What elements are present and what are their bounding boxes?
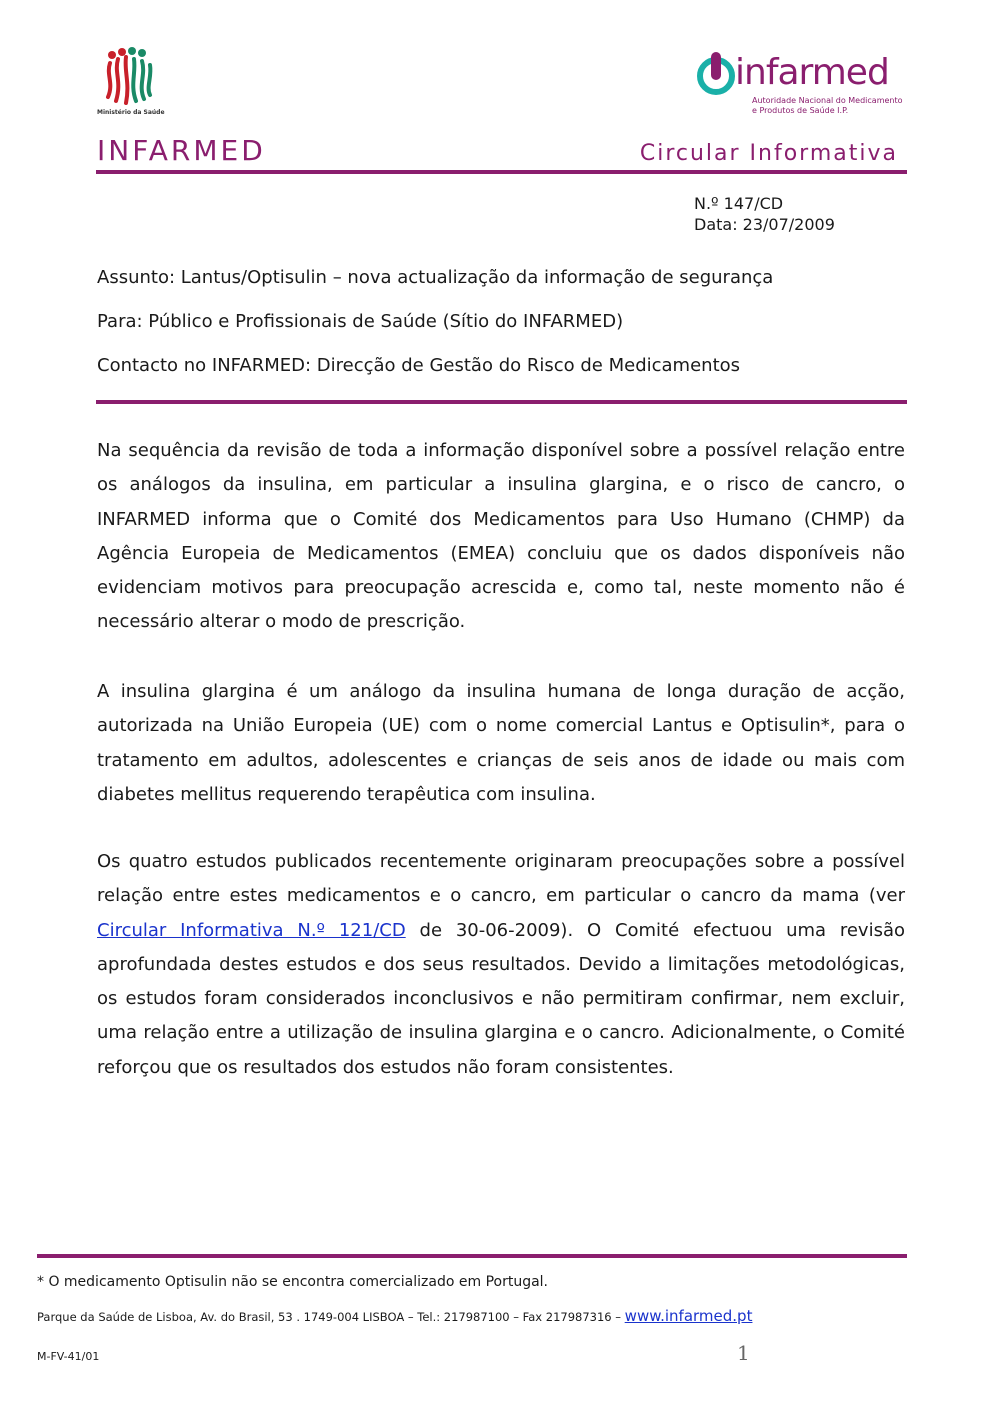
- page-title: INFARMED: [97, 134, 266, 167]
- paragraph-text: Os quatro estudos publicados recentemente originaram preocupações sobre a possível relação entre estes medicamentos e o cancro, em particular o cancro da mama (ver: [97, 851, 905, 907]
- body-paragraph: Na sequência da revisão de toda a informação disponível sobre a possível relação entre os análogos da insulina, em particular a insulina glargina, e o risco de cancro, o INFARMED informa que o Comité dos Medicamentos para Uso Humano (CHMP) da Agência Europeia de Medicamentos (EMEA) concluiu que os dados disponíveis não evidenciam motivos para preocupação acrescida e, como tal, neste momento não é necessário alterar o modo de prescrição.: [97, 440, 905, 633]
- ministry-label: Ministério da Saúde: [97, 109, 165, 116]
- brand-wordmark: infarmed: [735, 52, 889, 93]
- brand-subtitle: Autoridade Nacional do Medicamento: [752, 96, 903, 105]
- page-number: 1: [737, 1341, 750, 1365]
- subject-line: Assunto: Lantus/Optisulin – nova actualização da informação de segurança: [97, 267, 774, 288]
- body-paragraph: A insulina glargina é um análogo da insulina humana de longa duração de acção, autorizada na União Europeia (UE) com o nome comercial Lantus e Optisulin*, para o tratamento em adultos, adolescentes e crianças de seis anos de idade ou mais com diabetes mellitus requerendo terapêutica com insulina.: [97, 681, 905, 805]
- divider: [37, 1254, 907, 1258]
- form-code: M-FV-41/01: [37, 1350, 100, 1363]
- body-paragraph: [97, 845, 905, 1085]
- document-type: Circular Informativa: [639, 141, 898, 166]
- ministry-logo: [100, 45, 160, 117]
- divider: [96, 400, 907, 404]
- reference-date: Data: 23/07/2009: [694, 215, 835, 234]
- brand-subtitle: e Produtos de Saúde I.P.: [752, 106, 849, 115]
- footnote: * O medicamento Optisulin não se encontra comercializado em Portugal.: [37, 1274, 548, 1290]
- contact-line: Contacto no INFARMED: Direcção de Gestão do Risco de Medicamentos: [97, 355, 741, 376]
- website-link[interactable]: www.infarmed.pt: [624, 1307, 753, 1325]
- divider: [96, 170, 907, 174]
- footer-address: [37, 1307, 752, 1326]
- address-text: Parque da Saúde de Lisboa, Av. do Brasil, 53 . 1749-004 LISBOA – Tel.: 217987100 – Fax 217987316 –: [37, 1310, 622, 1324]
- reference-number: N.º 147/CD: [694, 194, 784, 213]
- paragraph-text: de 30-06-2009). O Comité efectuou uma revisão aprofundada destes estudos e dos seus resultados. Devido a limitações metodológicas, os estudos foram considerados inconclusivos e não permitiram confirmar, nem excluir, uma relação entre a utilização de insulina glargina e o cancro. Adicionalmente, o Comité reforçou que os resultados dos estudos não foram consistentes.: [97, 919, 905, 1078]
- audience-line: Para: Público e Profissionais de Saúde (Sítio do INFARMED): [97, 311, 624, 332]
- circular-121-link[interactable]: Circular Informativa N.º 121/CD: [97, 919, 406, 941]
